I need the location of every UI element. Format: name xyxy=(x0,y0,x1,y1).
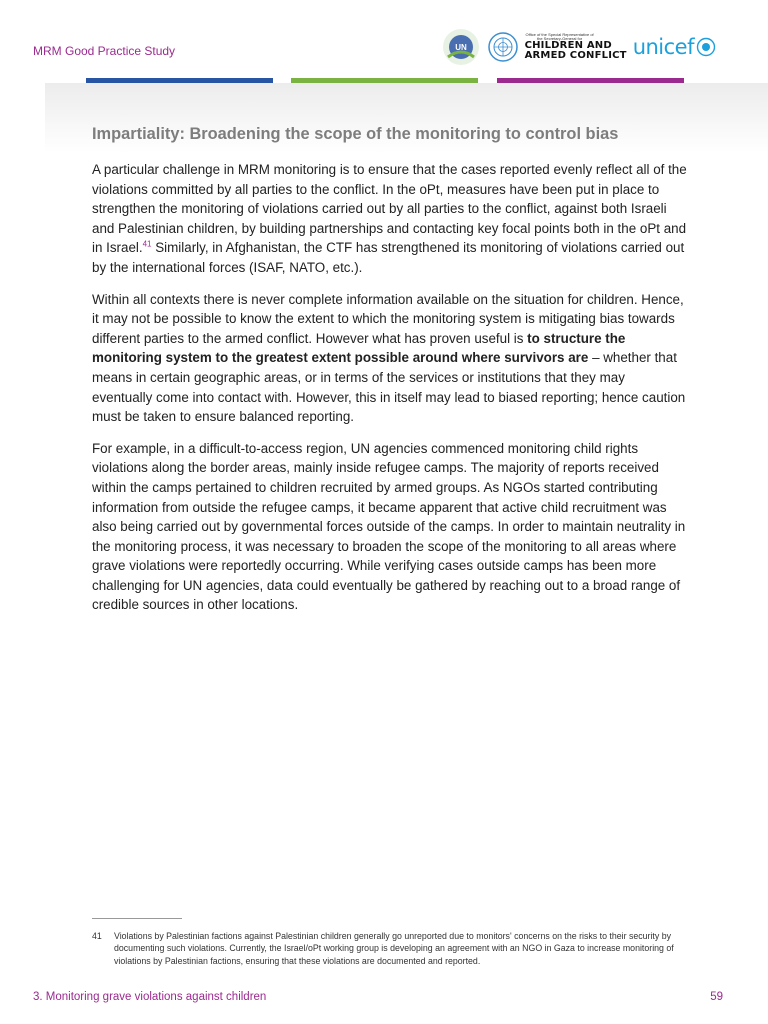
un-emblem-icon xyxy=(487,31,519,63)
paragraph-2 xyxy=(92,290,688,427)
color-bar-gap xyxy=(273,78,291,83)
un-mission-logo xyxy=(441,27,481,67)
un-emblem-logo xyxy=(487,31,519,63)
footnote-reference[interactable]: 41 xyxy=(142,239,152,249)
color-bar-gap xyxy=(478,78,497,83)
footer-chapter: 3. Monitoring grave violations against children xyxy=(33,991,267,1003)
paragraph-1-text: A particular challenge in MRM monitoring is to ensure that the cases reported evenly reflect all of the violations committed by all parties to the conflict. In the oPt, measures have been put in place to strengthen the monitoring of violations carried out by all parties to the conflict, against both Israeli and Palestinian children, by building partnerships and contacting key focal points both in the oPt and in Israel. xyxy=(92,162,687,256)
paragraph-2-text-cont: – whether that means in certain geographic areas, or in terms of the services or institutions that they may eventually come into contact with. However, this in itself may lead to biased reporting; hence caution must be taken to ensure balanced reporting. xyxy=(92,350,686,425)
partner-logos xyxy=(441,27,716,67)
color-bar-purple xyxy=(497,78,684,83)
paragraph-2-emphasis: to structure the monitoring system to the greatest extent possible around where survivors are xyxy=(92,330,626,366)
color-bar-green xyxy=(291,78,478,83)
body-text xyxy=(92,160,688,627)
caac-logo xyxy=(525,33,627,61)
unicef-wordmark: unicef xyxy=(632,35,694,59)
footnote-divider xyxy=(92,918,182,919)
unicef-logo xyxy=(633,35,716,59)
un-mission-text: UN xyxy=(454,43,467,52)
color-bars xyxy=(86,78,684,83)
caac-line-2: ARMED CONFLICT xyxy=(524,50,627,61)
paragraph-1-text-cont: Similarly, in Afghanistan, the CTF has strengthened its monitoring of violations carried out by the international forces (ISAF, NATO, etc.). xyxy=(92,240,685,275)
page-number: 59 xyxy=(710,991,723,1003)
section-heading: Impartiality: Broadening the scope of the monitoring to control bias xyxy=(92,125,619,143)
paragraph-1 xyxy=(92,160,688,278)
caac-line-1: CHILDREN AND xyxy=(524,40,612,51)
running-header-title: MRM Good Practice Study xyxy=(33,44,176,58)
footnote-number: 41 xyxy=(92,931,102,941)
footnote-text: Violations by Palestinian factions against Palestinian children generally go unreported due to monitors' concerns on the risks to their security by documenting such violations. Currently, the Israel/oPt working group is developing an agreement with an NGO in Gaza to increase monitoring of violations by Palestinian factions, ensuring that these violations are documented and reported. xyxy=(114,931,674,966)
un-mission-icon xyxy=(441,27,481,67)
unicef-globe-icon xyxy=(696,37,716,57)
paragraph-2-text: Within all contexts there is never complete information available on the situation for children. Hence, it may not be possible to know the extent to which the monitoring system is mitigating bias towards different parties to the armed conflict. However what has proven useful is xyxy=(92,291,684,346)
caac-small-text: Office of the Special Representative of the Secretary-General for xyxy=(525,32,594,41)
color-bar-blue xyxy=(86,78,273,83)
paragraph-3: For example, in a difficult-to-access region, UN agencies commenced monitoring child rights violations along the border areas, mainly inside refugee camps. The majority of reports received within the camps pertained to children recruited by armed groups. As NGOs started contributing information from outside the refugee camps, it became apparent that active child recruitment was also being carried out by governmental forces outside of the camps. In order to maintain neutrality in the monitoring process, it was necessary to broaden the scope of the monitoring to all areas where grave violations were reportedly occurring. While verifying cases outside camps has been more challenging for UN agencies, data could eventually be gathered by reaching out to a broad range of credible sources in other locations. xyxy=(92,440,686,613)
footnote xyxy=(92,930,688,967)
